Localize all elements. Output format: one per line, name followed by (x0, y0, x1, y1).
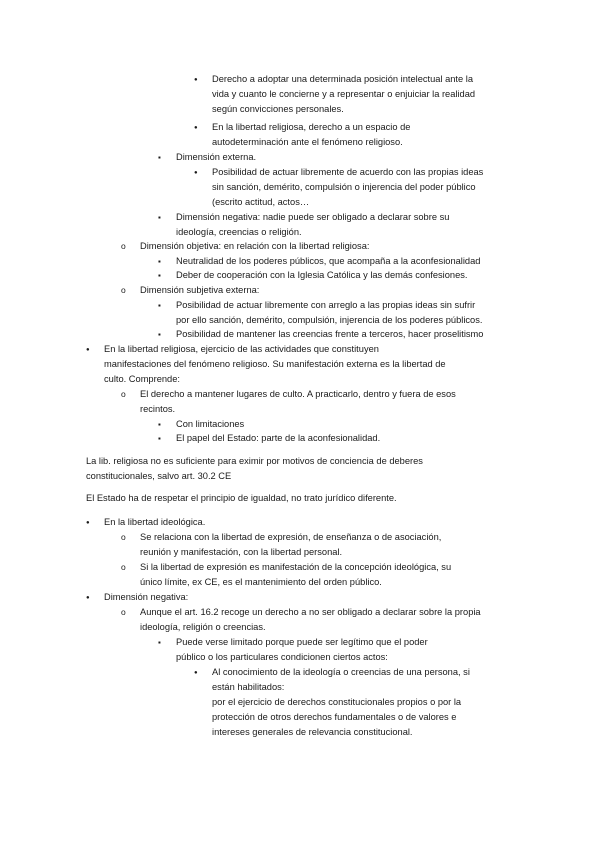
text-line: Posibilidad de actuar libremente de acuerdo con las propias ideas (212, 167, 484, 177)
text-line: La lib. religiosa no es suficiente para eximir por motivos de conciencia de deberes (86, 456, 423, 466)
text-line: Al conocimiento de la ideología o creencias de una persona, si (212, 667, 470, 677)
text-line: Dimensión negativa: nadie puede ser obligado a declarar sobre su (176, 212, 450, 222)
bullet-square-icon (158, 255, 161, 268)
text-line: Aunque el art. 16.2 recoge un derecho a no ser obligado a declarar sobre la propia (140, 607, 481, 617)
text-line: Si la libertad de expresión es manifestación de la concepción ideológica, su (140, 562, 452, 572)
text-line: Dimensión externa. (176, 152, 257, 162)
bullet-disc-icon (86, 516, 90, 530)
bullet-square-icon (158, 211, 161, 224)
text-line: El papel del Estado: parte de la aconfesionalidad. (176, 433, 381, 443)
text-line: autodeterminación ante el fenómeno religioso. (212, 137, 403, 147)
text-line: Derecho a adoptar una determinada posición intelectual ante la (212, 74, 474, 84)
text-line: Posibilidad de actuar libremente con arreglo a las propias ideas sin sufrir (176, 300, 476, 310)
text-line: El derecho a mantener lugares de culto. A practicarlo, dentro y fuera de esos (140, 389, 456, 399)
bullet-circle-icon (121, 240, 126, 252)
text-line: por el ejercicio de derechos constitucionales propios o por la (212, 697, 462, 707)
text-line: manifestaciones del fenómeno religioso. Su manifestación externa es la libertad de (104, 359, 446, 369)
text-line: por ello sanción, demérito, compulsión, injerencia de los poderes públicos. (176, 315, 483, 325)
text-line: El Estado ha de respetar el principio de igualdad, no trato jurídico diferente. (86, 493, 397, 503)
text-line: culto. Comprende: (104, 374, 180, 384)
text-line: vida y cuanto le concierne y a representar o enjuiciar la realidad (212, 89, 476, 99)
text-line: En la libertad religiosa, derecho a un espacio de (212, 122, 411, 132)
text-line: protección de otros derechos fundamentales o de valores e (212, 712, 457, 722)
text-line: ideología, creencias o religión. (176, 227, 302, 237)
text-line: Posibilidad de mantener las creencias frente a terceros, hacer proselitismo (176, 329, 484, 339)
text-line: público o los particulares condicionen ciertos actos: (176, 652, 388, 662)
bullet-disc-icon (86, 591, 90, 605)
bullet-circle-icon (121, 284, 126, 296)
text-line: reunión y manifestación, con la libertad personal. (140, 547, 343, 557)
bullet-circle-icon (121, 561, 126, 573)
text-line: están habilitados: (212, 682, 285, 692)
bullet-disc-icon (194, 166, 198, 180)
text-line: Dimensión negativa: (104, 592, 189, 602)
bullet-disc-icon (194, 666, 198, 680)
text-line: recintos. (140, 404, 176, 414)
bullet-square-icon (158, 299, 161, 312)
text-line: Puede verse limitado porque puede ser legítimo que el poder (176, 637, 428, 647)
text-line: Con limitaciones (176, 419, 245, 429)
bullet-square-icon (158, 269, 161, 282)
text-line: ideología, religión o creencias. (140, 622, 266, 632)
text-line: según convicciones personales. (212, 104, 344, 114)
bullet-circle-icon (121, 531, 126, 543)
text-line: Dimensión objetiva: en relación con la libertad religiosa: (140, 241, 370, 251)
bullet-square-icon (158, 636, 161, 649)
bullet-square-icon (158, 328, 161, 341)
text-line: (escrito actitud, actos… (212, 197, 310, 207)
bullet-circle-icon (121, 388, 126, 400)
text-line: Neutralidad de los poderes públicos, que acompaña a la aconfesionalidad (176, 256, 481, 266)
bullet-square-icon (158, 432, 161, 445)
text-line: constitucionales, salvo art. 30.2 CE (86, 471, 232, 481)
text-line: sin sanción, demérito, compulsión o injerencia del poder público (212, 182, 476, 192)
bullet-disc-icon (86, 343, 90, 357)
bullet-square-icon (158, 151, 161, 164)
bullet-disc-icon (194, 121, 198, 135)
text-line: Se relaciona con la libertad de expresión, de enseñanza o de asociación, (140, 532, 442, 542)
text-line: intereses generales de relevancia constitucional. (212, 727, 413, 737)
text-line: Deber de cooperación con la Iglesia Católica y las demás confesiones. (176, 270, 468, 280)
text-line: En la libertad religiosa, ejercicio de las actividades que constituyen (104, 344, 379, 354)
text-line: Dimensión subjetiva externa: (140, 285, 260, 295)
bullet-disc-icon (194, 73, 198, 87)
text-line: En la libertad ideológica. (104, 517, 206, 527)
bullet-square-icon (158, 418, 161, 431)
bullet-circle-icon (121, 606, 126, 618)
text-line: único límite, ex CE, es el mantenimiento del orden público. (140, 577, 382, 587)
